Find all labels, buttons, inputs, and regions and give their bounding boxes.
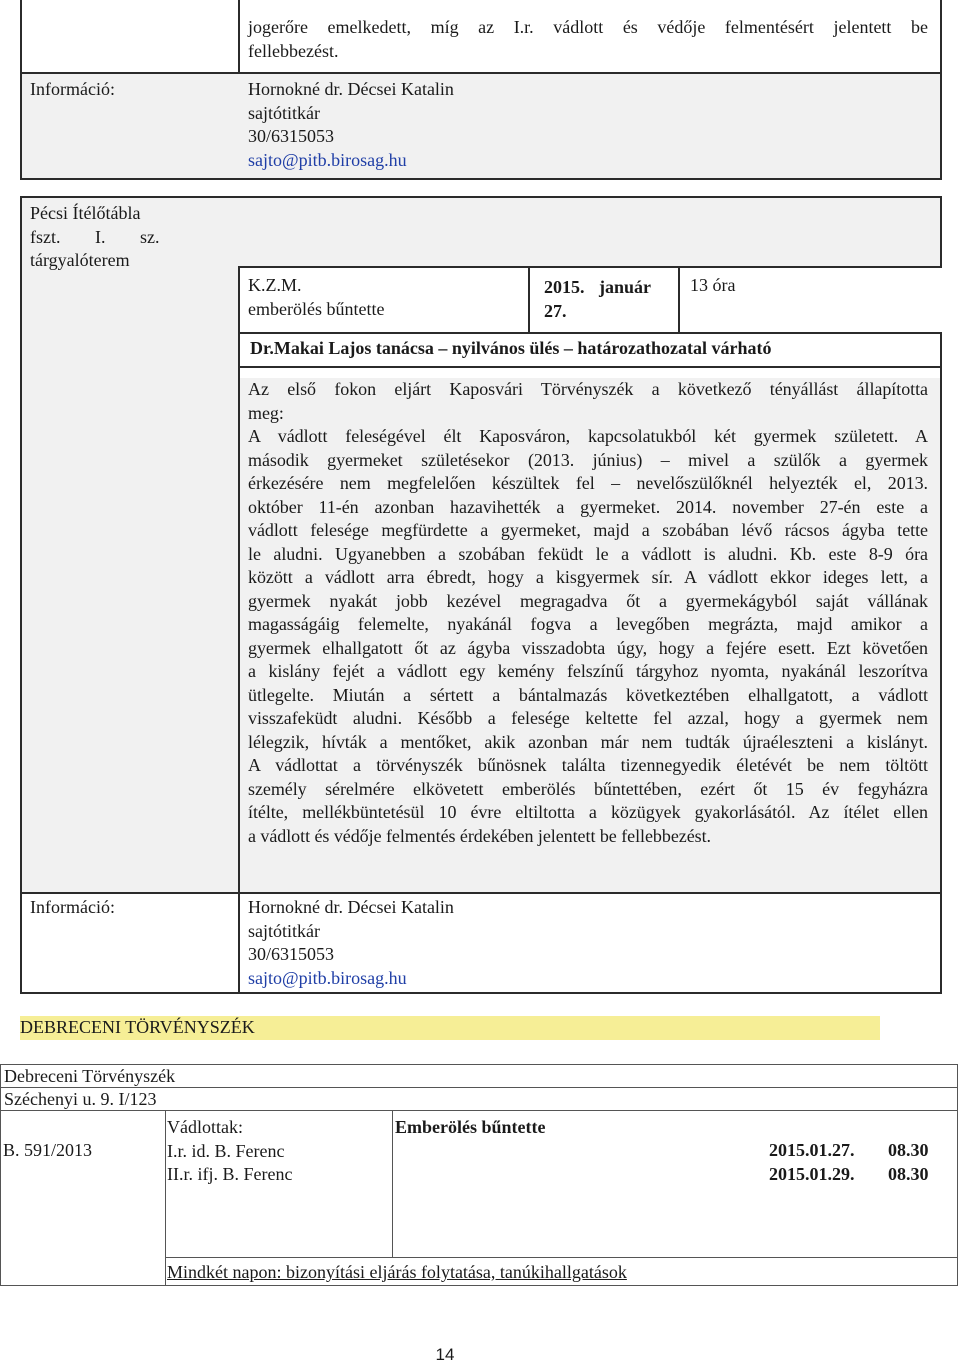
court-address: Széchenyi u. 9. I/123 [4,1089,157,1109]
case-number-cell [0,1110,166,1286]
venue-line3: tárgyalóterem [30,250,130,270]
page-number: 14 [435,1345,455,1364]
info2-content-cell [238,892,942,994]
info2-name: Hornokné dr. Décsei Katalin [248,897,454,917]
dates [769,1139,855,1186]
defendants-label: Vádlottak: [167,1117,243,1137]
case-id-cell [238,266,530,334]
case-id: K.Z.M. [248,275,302,295]
info2-role: sajtótitkár [248,920,320,941]
judgment-text: Az első fokon eljárt Kaposvári Törvényszék a következő tényállást állapította meg: A vádlott feleségével élt Kaposváron, kapcsolatukból két gyermek született. A második gyermeket születésekor (2013. június) – mivel a szülők a gyermek érkezésére nem megfelelően készültek fel – nevelőszülőknél helyezték el, 2013. október 11-én azonban hazavihették a gyermeket. 2014. november 27-én este a vádlott felesége megfürdette a gyermeket, majd a szobában lévő rácsos ágyba tette le aludni. Ugyanebben a szobában feküdt le a vádlott is aludni. Kb. este 8-9 óra között a vádlott arra ébredt, hogy a kisgyermek sír. A vádlott ekkor ideges lett, a gyermek nyakát jobb kezével megragadva őt a gyermekágyból saját vállának magasságáig felemelte, nyakánál fogva a levegőben megrázta, majd amikor a gyermek elhallgatott őt az ágyba visszadobta úgy, hogy a fejére esett. Ezt követően a kislány fejét a vádlott egy kemény felszínű tárgyhoz nyomta, nyakánál leszorítva ütlegelte. Miután a sértett a bántalmazás következtében elhallgatott, a vádlott visszafeküdt aludni. Később a felesége keltette fel azzal, hogy a gyermek nem lélegzik, hívták a mentőket, akik azonban már nem tudták újraéleszteni a kislányt. A vádlottat a törvényszék bűnösnek találta tizennegyedik életévét be nem töltött személy sérelmére elkövetett emberölés bűntettében, ezért őt 15 év fegyházra ítélte, mellékbüntetésül 10 évre eltiltotta a közügyek gyakorlásától. Az ítélet ellen a vádlott és védője felmentés érdekében jelentett be fellebbezést. [248,379,928,846]
case-number: B. 591/2013 [3,1140,93,1160]
times [888,1139,929,1186]
date-text [544,276,670,323]
date-cell [528,266,680,334]
court-name: Debreceni Törvényszék [4,1066,176,1086]
venue-cell [20,196,240,894]
date-line2: 27. [544,300,567,321]
hearing-note: Mindkét napon: bizonyítási eljárás folytatása, tanúkihallgatások [167,1262,627,1282]
info2-email-link[interactable]: sajto@pitb.birosag.hu [248,967,407,988]
time-text: 13 óra [690,275,736,295]
info1-content [248,78,454,172]
charge-cell [392,1110,958,1258]
time-2: 08.30 [888,1163,929,1184]
top-case-cell [238,0,942,74]
date-2: 2015.01.29. [769,1163,855,1184]
info1-label-cell [20,72,240,180]
info2-content [248,896,454,990]
defendants-cell [165,1110,393,1258]
session-heading: Dr.Makai Lajos tanácsa – nyilvános ülés – határozathozatal várható [250,338,772,358]
charge: Emberölés bűntette [395,1117,546,1137]
date-1: 2015.01.27. [769,1140,855,1160]
section-title-bar [20,1016,880,1040]
defendant-1: I.r. id. B. Ferenc [167,1140,285,1161]
top-left-cell [20,0,240,74]
heading-cell [238,332,942,368]
block-top-spacer [238,196,942,268]
info1-phone: 30/6315053 [248,126,335,146]
info1-label: Információ: [30,79,115,99]
address-row [0,1087,958,1111]
info2-phone: 30/6315053 [248,944,335,964]
section-title: DEBRECENI TÖRVÉNYSZÉK [20,1017,255,1037]
defendant-2: II.r. ifj. B. Ferenc [167,1164,293,1184]
venue-text [30,202,230,273]
info1-content-cell [238,72,942,180]
top-case-text: jogerőre emelkedett, míg az I.r. vádlott és védője felmentésért jelentett be fellebbezést. [248,17,928,61]
info1-name: Hornokné dr. Décsei Katalin [248,79,454,99]
note-cell [165,1257,958,1286]
info1-email-link[interactable]: sajto@pitb.birosag.hu [248,149,407,170]
time-cell [678,266,942,334]
body-cell-inner-white [240,368,940,378]
defendants-text [167,1116,292,1187]
info1-role: sajtótitkár [248,102,320,123]
info2-label-cell [20,892,240,994]
court-name-row [0,1064,958,1088]
info2-label: Információ: [30,897,115,917]
venue-line2: fszt. I. sz. [30,226,160,247]
date-line1: 2015. január [544,277,652,297]
case-type: emberölés bűntette [248,298,385,319]
case-id-text [248,274,384,321]
venue-line1: Pécsi Ítélőtábla [30,203,141,223]
time-1: 08.30 [888,1140,929,1160]
